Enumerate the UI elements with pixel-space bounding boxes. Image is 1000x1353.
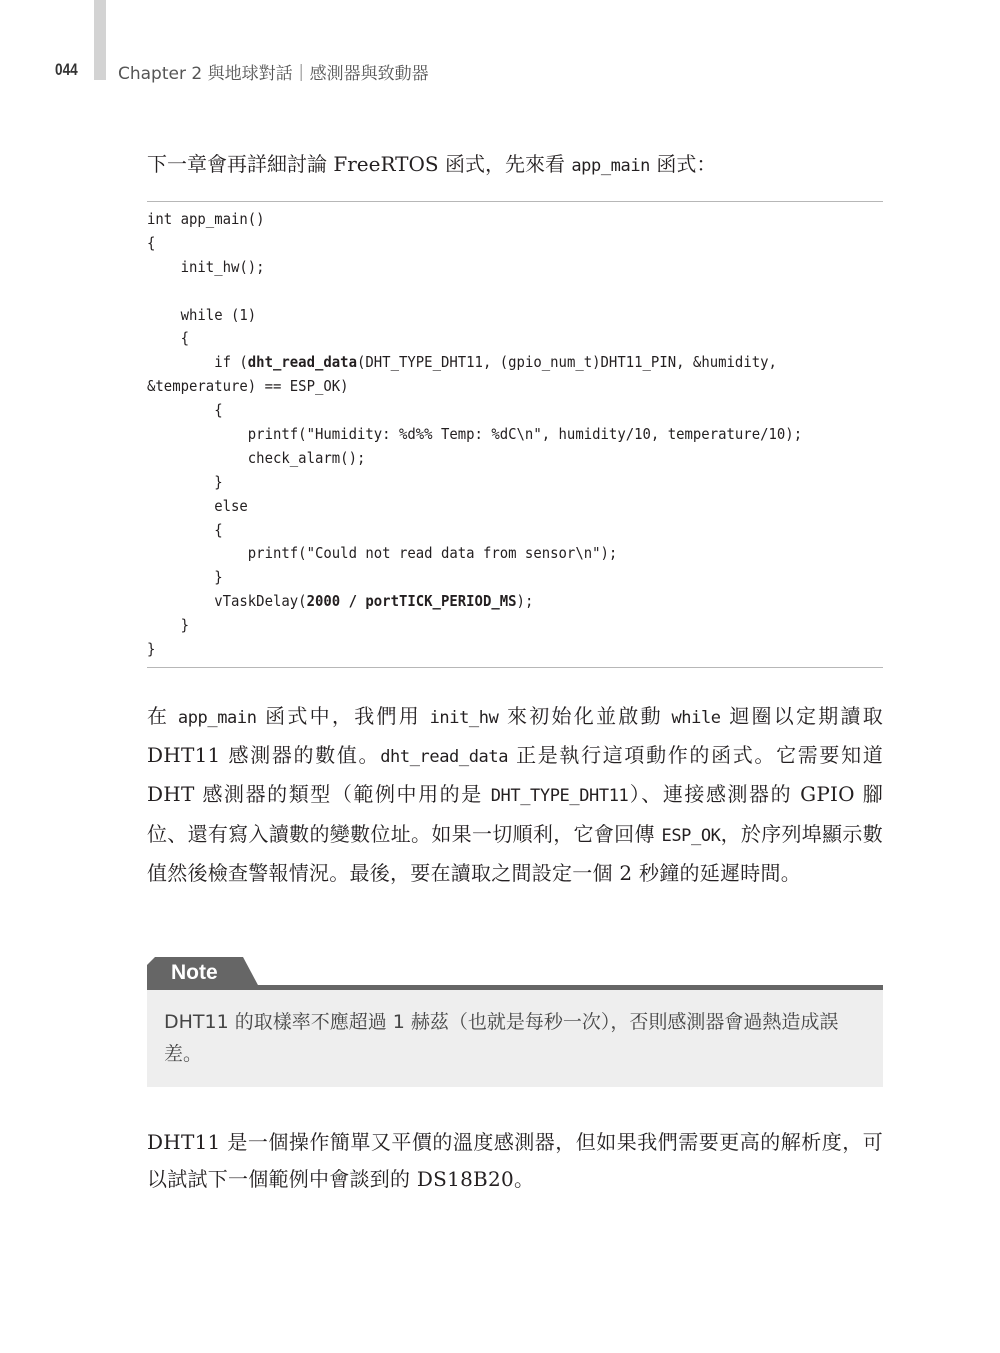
- code-line-delay-end: );: [516, 592, 534, 611]
- code-line: int app_main(): [147, 210, 265, 228]
- note-text: DHT11 的取樣率不應超過 1 赫茲（也就是每秒一次），否則感測器會過熱造成誤差。: [164, 1011, 839, 1065]
- code-line: while (1): [147, 305, 257, 324]
- code-line: printf("Could not read data from sensor\n");: [147, 544, 618, 563]
- code-line: &temperature) == ESP_OK): [147, 377, 349, 396]
- running-head: Chapter 2 與地球對話｜感測器與致動器: [118, 64, 429, 84]
- code-line: init_hw();: [147, 257, 265, 276]
- intro-inline-code: app_main: [571, 156, 651, 176]
- code-line: {: [147, 233, 156, 252]
- closing-paragraph: DHT11 是一個操作簡單又平價的溫度感測器，但如果我們需要更高的解析度，可以試試下一個範例中會談到的 DS18B20。: [147, 1130, 883, 1191]
- inline-code-while: while: [671, 708, 721, 728]
- code-line: [147, 280, 802, 304]
- code-line-delay: [147, 590, 802, 614]
- code-listing: [147, 201, 883, 668]
- code-line: {: [147, 520, 223, 539]
- code-line: printf("Humidity: %d%% Temp: %dC\n", humidity/10, temperature/10);: [147, 425, 803, 444]
- paragraph-text: ）、連接感測器的 GPIO 腳位、還有寫入讀數的變數位址。如果一切順利，它會回傳: [147, 782, 883, 846]
- code-line: }: [147, 568, 223, 587]
- paragraph-text: 在: [147, 704, 178, 728]
- inline-code-app-main: app_main: [177, 708, 257, 728]
- note-title: Note: [171, 961, 218, 984]
- code-line-if-prefix: if (: [147, 353, 248, 372]
- code-line: }: [147, 616, 189, 635]
- intro-text-before: 下一章會再詳細討論 FreeRTOS 函式，先來看: [147, 152, 572, 176]
- code-line-if: [147, 351, 802, 375]
- note-box: [147, 990, 883, 1087]
- code-line: {: [147, 329, 189, 348]
- inline-code-esp-ok: ESP_OK: [661, 825, 721, 846]
- code-line: }: [147, 640, 156, 659]
- paragraph-text: 迴圈以定期讀取 DHT11 感測器的數值。: [147, 704, 884, 768]
- code-line: check_alarm();: [147, 448, 366, 467]
- paragraph-text: ，於序列埠顯示數值然後檢查警報情況。最後，要在讀取之間設定一個 2 秒鐘的延遲時間。: [147, 821, 883, 885]
- page-number: 044: [55, 60, 78, 79]
- inline-code-init-hw: init_hw: [429, 708, 499, 728]
- code-line-delay-prefix: vTaskDelay(: [147, 592, 307, 611]
- paragraph-text: 來初始化並啟動: [498, 704, 672, 728]
- paragraph-text: 函式中，我們用: [256, 704, 430, 728]
- inline-code-dht-type: DHT_TYPE_DHT11: [490, 786, 629, 807]
- inline-code-dht-read-data: dht_read_data: [380, 747, 509, 768]
- explanation-paragraph: [147, 698, 883, 892]
- intro-text-after: 函式：: [650, 152, 717, 176]
- paragraph-text: 正是執行這項動作的函式。它需要知道 DHT 感測器的類型（範例中用的是: [147, 743, 883, 807]
- code-function-dht-read-data: dht_read_data: [247, 353, 357, 372]
- code-line: {: [147, 401, 223, 420]
- code-line: }: [147, 472, 223, 491]
- code-line-if-arguments: (DHT_TYPE_DHT11, (gpio_num_t)DHT11_PIN, &humidity,: [356, 353, 777, 372]
- code-block: [147, 208, 802, 662]
- intro-sentence: [147, 146, 883, 184]
- code-delay-expression: 2000 / portTICK_PERIOD_MS: [306, 592, 517, 611]
- code-line: else: [147, 496, 248, 515]
- chapter-side-bar: [94, 0, 106, 80]
